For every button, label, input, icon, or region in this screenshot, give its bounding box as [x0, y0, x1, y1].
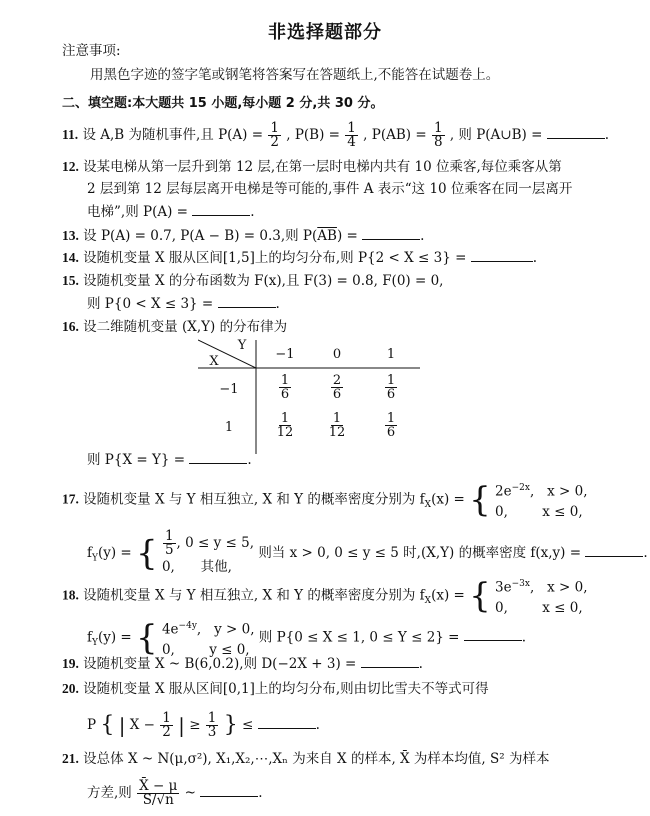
- brace-icon: {: [136, 617, 158, 658]
- numerator: 2: [332, 373, 342, 388]
- answer-blank[interactable]: [464, 627, 522, 641]
- answer-blank[interactable]: [200, 783, 258, 797]
- numerator: 1: [386, 411, 396, 426]
- numerator: 1: [270, 120, 279, 136]
- numerator: X̄ − μ: [139, 778, 178, 794]
- case-cond: x > 0,: [547, 579, 588, 596]
- q11-text-a: 设 A,B 为随机事件,且 P(A) =: [82, 127, 264, 143]
- q17-post: 则当 x > 0, 0 ≤ y ≤ 5 时,(X,Y) 的概率密度 f(x,y) =: [258, 545, 582, 561]
- denominator: 2: [270, 134, 279, 150]
- denominator: S/√n: [142, 792, 174, 808]
- period: .: [258, 785, 263, 801]
- numerator: 1: [433, 120, 443, 136]
- piecewise: $4e^{-4y}$, y > 0, 0, y ≤ 0,: [161, 621, 255, 658]
- case-expr: 0,: [495, 599, 508, 616]
- question-11: [62, 122, 609, 149]
- abs-bar-icon: |: [118, 713, 126, 738]
- q12-line-3-wrap: [87, 202, 255, 221]
- denominator: 6: [280, 387, 290, 402]
- table-row-header: −1: [219, 382, 239, 397]
- period: .: [521, 629, 527, 646]
- period: .: [532, 250, 537, 266]
- question-number: 21.: [62, 751, 79, 766]
- exponent: −2x: [511, 483, 530, 493]
- le-sign: ≤: [241, 717, 254, 733]
- fy-symbol: f: [87, 629, 92, 646]
- q13-text-a: 设 P(A) = 0.7, P(A − B) = 0.3,则 P(: [83, 228, 318, 244]
- denominator: 12: [276, 425, 294, 440]
- fraction: [160, 712, 173, 739]
- q14-text: 设随机变量 X 服从区间[1,5]上的均匀分布,则 P{2 < X ≤ 3} =: [83, 250, 467, 266]
- question-21: [62, 750, 549, 768]
- table-col-header: 0: [332, 347, 342, 362]
- answer-blank[interactable]: [362, 226, 420, 240]
- piecewise: $2e^{-2x}$, x > 0, 0, x ≤ 0,: [495, 483, 588, 520]
- answer-blank[interactable]: [218, 294, 276, 308]
- tilde-sign: ~: [184, 785, 196, 801]
- exponent: −3x: [511, 579, 530, 589]
- table-y-header: Y: [237, 338, 247, 353]
- table-col-header: −1: [275, 347, 295, 362]
- q21-line-2-wrap: [87, 780, 263, 807]
- question-13: [62, 226, 424, 245]
- question-number: 14.: [62, 250, 79, 265]
- denominator: 3: [207, 724, 217, 740]
- q17-text: 设随机变量 X 与 Y 相互独立, X 和 Y 的概率密度分别为 f: [83, 491, 425, 508]
- numerator: 1: [280, 373, 290, 388]
- abs-bar-icon: |: [178, 713, 185, 738]
- table-x-header: X: [209, 354, 219, 369]
- piecewise: $3e^{-3x}$, x > 0, 0, x ≤ 0,: [495, 579, 588, 616]
- denominator: 5: [164, 542, 174, 558]
- x-minus: X −: [129, 717, 155, 733]
- q13-text-b: ) =: [336, 228, 358, 244]
- numerator: 1: [386, 373, 396, 388]
- q16-text: 设二维随机变量 (X,Y) 的分布律为: [83, 319, 288, 335]
- case-cond: x ≤ 0,: [542, 503, 583, 520]
- table-cell: [322, 374, 352, 401]
- q16-answer-line: [87, 450, 252, 469]
- q18-fy-line: [87, 616, 526, 660]
- question-number: 19.: [62, 656, 79, 671]
- q19-text: 设随机变量 X ~ B(6,0.2),则 D(−2X + 3) =: [83, 656, 357, 672]
- fraction: [432, 122, 445, 149]
- table-cell: [270, 412, 300, 439]
- q12-line-3: 电梯”,则 P(A) =: [87, 204, 188, 220]
- brace-icon: {: [469, 575, 491, 616]
- question-number: 17.: [62, 491, 79, 507]
- period: .: [275, 296, 280, 312]
- q18-text: 设随机变量 X 与 Y 相互独立, X 和 Y 的概率密度分别为 f: [83, 587, 425, 604]
- numerator: 1: [164, 528, 174, 544]
- distribution-table: [198, 334, 420, 454]
- answer-blank[interactable]: [585, 543, 643, 557]
- q20-text: 设随机变量 X 服从区间[0,1]上的均匀分布,则由切比雪夫不等式可得: [83, 681, 489, 697]
- q11-text-d: , 则 P(A∪B) =: [449, 127, 543, 143]
- q21-line-2: 方差,则: [87, 785, 132, 801]
- brace-icon: {: [136, 533, 158, 574]
- q16-post: 则 P{X = Y} =: [87, 452, 186, 468]
- question-12: [62, 158, 562, 176]
- fy-arg: (y) =: [97, 545, 132, 561]
- q17-fx-arg: (x) =: [431, 491, 465, 508]
- numerator: 1: [280, 411, 290, 426]
- question-14: [62, 248, 537, 267]
- numerator: 1: [162, 710, 171, 726]
- question-number: 15.: [62, 273, 79, 288]
- case-expr: 0,: [161, 559, 175, 575]
- period: .: [604, 127, 609, 143]
- period: .: [420, 228, 425, 244]
- fraction: [268, 122, 281, 149]
- period: .: [315, 717, 320, 733]
- denominator: 6: [386, 425, 396, 440]
- q15-line-2: 则 P{0 < X ≤ 3} =: [87, 296, 214, 312]
- question-number: 16.: [62, 319, 79, 334]
- answer-blank[interactable]: [192, 202, 250, 216]
- answer-blank[interactable]: [361, 654, 419, 668]
- case-cond: x ≤ 0,: [542, 599, 583, 616]
- table-row-header: 1: [224, 420, 234, 435]
- case-expr: 3e: [495, 579, 512, 596]
- fy-symbol: f: [87, 545, 92, 561]
- fraction: [137, 780, 179, 807]
- question-number: 12.: [62, 159, 79, 174]
- subscript: Y: [92, 637, 98, 648]
- case-expr: 2e: [495, 483, 512, 500]
- answer-blank[interactable]: [547, 125, 605, 139]
- q20-formula: [87, 712, 320, 739]
- answer-blank[interactable]: [258, 715, 316, 729]
- fraction: [345, 122, 358, 149]
- answer-blank[interactable]: [471, 248, 533, 262]
- question-number: 18.: [62, 587, 79, 603]
- case-expr: 0,: [495, 503, 508, 520]
- denominator: 2: [162, 724, 171, 740]
- numerator: 1: [332, 411, 342, 426]
- case-expr: 0,: [161, 641, 175, 658]
- case-expr: 4e: [161, 621, 179, 638]
- denominator: 6: [386, 387, 396, 402]
- case-cond: x > 0,: [547, 483, 588, 500]
- q12-line-1: 设某电梯从第一层升到第 12 层,在第一层时电梯内共有 10 位乘客,每位乘客从第: [83, 159, 562, 175]
- q15-line-1: 设随机变量 X 的分布函数为 F(x),且 F(3) = 0.8, F(0) = 0,: [83, 273, 444, 289]
- q18-post: 则 P{0 ≤ X ≤ 1, 0 ≤ Y ≤ 2} =: [258, 629, 460, 646]
- right-brace-icon: }: [223, 712, 238, 738]
- ge-sign: ≥: [189, 717, 201, 733]
- section-heading: 二、填空题:本大题共 15 小题,每小题 2 分,共 30 分。: [62, 96, 384, 111]
- numerator: 1: [347, 120, 356, 136]
- question-number: 11.: [62, 127, 79, 142]
- question-19: [62, 654, 423, 673]
- brace-icon: {: [469, 479, 491, 520]
- question-number: 13.: [62, 228, 79, 243]
- period: .: [250, 204, 255, 220]
- period: .: [418, 656, 423, 672]
- question-15: [62, 272, 443, 290]
- subscript: Y: [92, 553, 98, 564]
- answer-blank[interactable]: [189, 450, 247, 464]
- denominator: 8: [433, 134, 443, 150]
- page-title: 非选择题部分: [268, 22, 382, 43]
- fraction: [163, 530, 176, 557]
- notice-label: 注意事项:: [62, 43, 121, 59]
- case-cond: , 0 ≤ y ≤ 5,: [176, 535, 255, 551]
- period: .: [643, 545, 648, 561]
- q11-text-b: , P(B) =: [286, 127, 340, 143]
- numerator: 1: [207, 710, 217, 726]
- question-20: [62, 680, 489, 698]
- p-symbol: P: [87, 717, 97, 733]
- q12-line-2: 2 层到第 12 层每层离开电梯是等可能的,事件 A 表示“这 10 位乘客在同一层离开: [87, 181, 573, 197]
- subscript: X: [424, 595, 432, 606]
- case-cond: y > 0,: [214, 621, 255, 638]
- question-18: [62, 574, 588, 618]
- table-cell: [270, 374, 300, 401]
- denominator: 12: [328, 425, 346, 440]
- denominator: 6: [332, 387, 342, 402]
- q15-line-2-wrap: [87, 294, 280, 313]
- period: .: [247, 452, 252, 468]
- q21-line-1: 设总体 X ~ N(μ,σ²), X₁,X₂,⋯,Xₙ 为来自 X 的样本, X̄ 为样本均值, S² 为样本: [83, 751, 550, 767]
- piecewise: [162, 530, 254, 577]
- left-brace-icon: {: [100, 712, 115, 738]
- fraction: [206, 712, 219, 739]
- case-cond: 其他,: [200, 559, 232, 575]
- q11-text-c: , P(AB) =: [363, 127, 427, 143]
- q17-fy-line: [87, 530, 648, 577]
- complement-ab: $\overline{AB}$: [317, 228, 337, 244]
- table-col-header: 1: [386, 347, 396, 362]
- table-cell: [376, 374, 406, 401]
- question-17: [62, 478, 588, 522]
- fy-arg: (y) =: [97, 629, 132, 646]
- notice-text: 用黑色字迹的签字笔或钢笔将答案写在答题纸上,不能答在试题卷上。: [90, 67, 500, 83]
- subscript: X: [424, 499, 432, 510]
- table-cell: [376, 412, 406, 439]
- case-cond: y ≤ 0,: [209, 641, 250, 658]
- table-cell: [322, 412, 352, 439]
- question-number: 20.: [62, 681, 79, 696]
- q18-fx-arg: (x) =: [431, 587, 465, 604]
- denominator: 4: [347, 134, 356, 150]
- exponent: −4y: [178, 621, 197, 631]
